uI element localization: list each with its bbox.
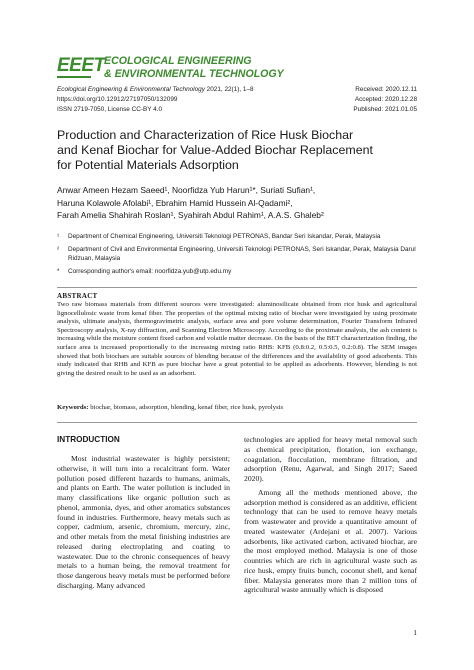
keywords [57, 404, 417, 413]
logo-underline [57, 76, 91, 78]
affiliation-mark: ¹ [57, 233, 60, 240]
keywords-label: Keywords: [57, 404, 89, 411]
intro-paragraph-3: Among all the methods mentioned above, the adsorption method is considered as an additive, efficient technology that can be used to remove heavy metals from wastewater and provide a quantitative amount of treated wastewater (Ardejani et al. 2007). Various adsorbents, like activated carbon, activated biochar, are the most employed method. Malaysia is one of those countries which are rich in agricultural waste such as rice husk, empty fruits bunch, coconut shell, and kenaf fiber. Malaysia generates more than 2 million tons of agricultural waste annually which is disposed [244, 487, 417, 595]
corresponding-author [57, 267, 417, 276]
affiliation-mark: * [57, 268, 60, 275]
journal-name-line1: ECOLOGICAL ENGINEERING [104, 55, 252, 67]
citation-journal: Ecological Engineering & Environmental Technology [57, 86, 205, 93]
intro-paragraph-2: technologies are applied for heavy metal removal such as chemical precipitation, flotation, ion exchange, coagulation, flocculation, membrane filtration, and adsorption (Renu, Agarwal, and Singh 2017; Saeed 2020). [244, 435, 417, 483]
citation-volume: 2021, 22(1), 1–8 [204, 86, 254, 93]
affiliation-mark: ² [57, 246, 60, 253]
page-number: 1 [413, 628, 417, 637]
abstract-text: Two raw biomass materials from different sources were investigated: aluminosilicate obtained from rice husk and agricultural lignocellulosic waste from kenaf fiber. The properties of the optimal mixing ratio of biochar were investigated by using proximate analysis, ultimate analysis, thermogravimetric analysis, surface area and pore volume determination, Fourier Transform Infrared Spectroscopy analysis, X-ray diffraction, and Scanning Electron Microscopy. According to the proximate analysis, the ash content is increasing while the moisture content fixed carbon and volatile matter decrease. On the basis of the BET characterization finding, the surface area is increased proportionally to the increasing mixing ratio RHB: KFB (0.8:0.2, 0.5:0.5, 0.2:0.8). The SEM images showed that both biochars are suitable sources of blending because of the differences and the availability of good adsorbents. This study indicated that RHB and KFB as pure biochar have a great potential to be applied as adsorbents. However, blending is not giving the desired result to be used as an adsorbent. [57, 301, 417, 377]
affiliation-1 [57, 232, 417, 241]
issn-line: ISSN 2719-7050, License CC-BY 4.0 [57, 106, 163, 113]
journal-name [104, 55, 284, 81]
affiliations [57, 232, 417, 280]
abstract-heading: ABSTRACT [57, 292, 98, 300]
section-heading-introduction: INTRODUCTION [57, 435, 120, 444]
journal-logo: EEET [57, 55, 105, 76]
journal-name-line2: & ENVIRONMENTAL TECHNOLOGY [104, 68, 284, 80]
authors-line-3: Farah Amelia Shahirah Roslan¹, Syahirah Abdul Rahim¹, A.A.S. Ghaleb² [57, 210, 324, 220]
author-list [57, 184, 427, 222]
intro-paragraph-1: Most industrial wastewater is highly persistent; otherwise, it will turn into a recalcitrant form. Water pollution posed different hazards to humans, animals, and plants on Earth. The water pollution is included in many classifications like organic pollution such as phenol, ammonia, dyes, and other aromatics substances found in industries. Furthermore, heavy metals such as copper, cadmium, arsenic, chromium, mercury, zinc, and other metals from the metal finishing industries are released during electroplating and coating to wastewater. Due to the chronic consequences of heavy metals to a human being, the removal treatment for those dangerous heavy metals must be performed before discharging. Many advanced [57, 454, 230, 590]
citation-block [57, 85, 254, 115]
corresponding-email[interactable]: Corresponding author's email: noorfidza.yub@utp.edu.my [68, 268, 232, 275]
title-line-1: Production and Characterization of Rice Husk Biochar [57, 128, 354, 142]
doi-link[interactable]: https://doi.org/10.12912/27197050/132099 [57, 96, 178, 103]
right-column [244, 435, 417, 595]
citation-line [57, 85, 254, 95]
accepted-date: Accepted: 2020.12.28 [354, 96, 417, 103]
dates-block [353, 85, 417, 115]
keywords-text: biochar, biomass, adsorption, blending, kenaf fiber, rice husk, pyrolysis [88, 404, 284, 411]
published-date: Published: 2021.01.05 [353, 106, 417, 113]
affiliation-2 [57, 245, 417, 263]
abstract-bottom-rule [57, 422, 417, 423]
affiliation-text: Department of Civil and Environmental Engineering, Universiti Teknologi PETRONAS, Seri Iskandar, Perak, Malaysia Darul Ridzuan, Malaysia [68, 246, 416, 262]
title-line-3: for Potential Materials Adsorption [57, 158, 239, 172]
affiliation-text: Department of Chemical Engineering, Universiti Teknologi PETRONAS, Bandar Seri Iskandar, Perak, Malaysia [68, 233, 381, 240]
authors-line-2: Haruna Kolawole Afolabi¹, Ebrahim Hamid Hussein Al-Qadami², [57, 197, 293, 208]
article-title [57, 128, 417, 173]
authors-line-1: Anwar Ameen Hezam Saeed¹, Noorfidza Yub Harun¹*, Suriati Sufian¹, [57, 185, 316, 195]
received-date: Received: 2020.12.11 [355, 86, 417, 93]
title-line-2: and Kenaf Biochar for Value-Added Biochar Replacement [57, 143, 373, 157]
abstract-top-rule [57, 287, 417, 288]
left-column [57, 454, 230, 591]
